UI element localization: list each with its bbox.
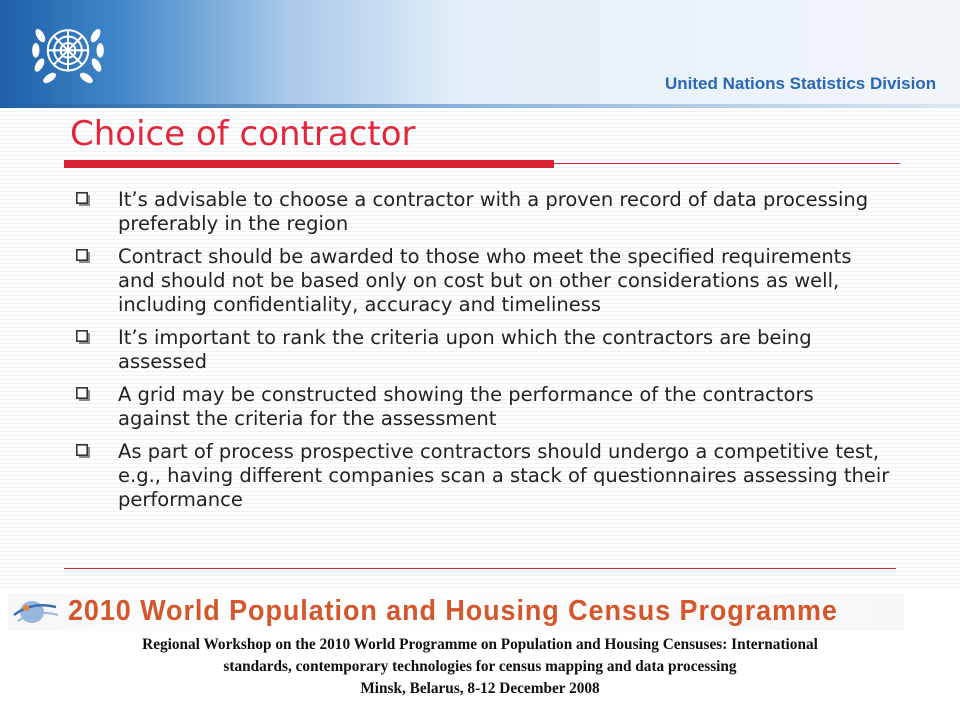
title-underline-rule (554, 163, 900, 164)
bullet-item (70, 440, 890, 512)
bullet-item (70, 188, 890, 236)
bullet-text: It’s important to rank the criteria upon which the contractors are being assessed (118, 326, 812, 373)
bullet-item (70, 383, 890, 431)
footer-line-2: standards, contemporary technologies for census mapping and data processing (223, 658, 737, 675)
footer (0, 634, 960, 700)
bullet-text: Contract should be awarded to those who meet the specified requirements and should not be based only on cost but on other considerations as well, including confidentiality, accuracy and timeliness (118, 245, 852, 316)
slide-title: Choice of contractor (70, 114, 416, 154)
census-programme-banner (8, 593, 904, 631)
bullet-text: A grid may be constructed showing the performance of the contractors against the criteria for the assessment (118, 383, 814, 430)
banner-title: 2010 World Population and Housing Census Programme (68, 595, 838, 627)
bullet-item (70, 326, 890, 374)
checkbox-icon (76, 330, 90, 344)
checkbox-icon (76, 387, 90, 401)
globe-icon (12, 597, 60, 627)
title-underline-bar (64, 160, 554, 168)
bullet-text: It’s advisable to choose a contractor with a proven record of data processing preferably in the region (118, 188, 869, 235)
checkbox-icon (76, 444, 90, 458)
checkbox-icon (76, 192, 90, 206)
un-emblem-icon (22, 8, 114, 100)
bullet-list (70, 188, 890, 521)
organization-name: United Nations Statistics Division (665, 74, 937, 93)
footer-line-3: Minsk, Belarus, 8-12 December 2008 (360, 680, 600, 697)
bullet-item (70, 245, 890, 317)
bottom-divider (64, 568, 896, 569)
bullet-text: As part of process prospective contractors should undergo a competitive test, e.g., having different companies scan a stack of questionnaires assessing their performance (118, 440, 890, 511)
checkbox-icon (76, 249, 90, 263)
footer-line-1: Regional Workshop on the 2010 World Programme on Population and Housing Censuses: International (142, 636, 818, 653)
